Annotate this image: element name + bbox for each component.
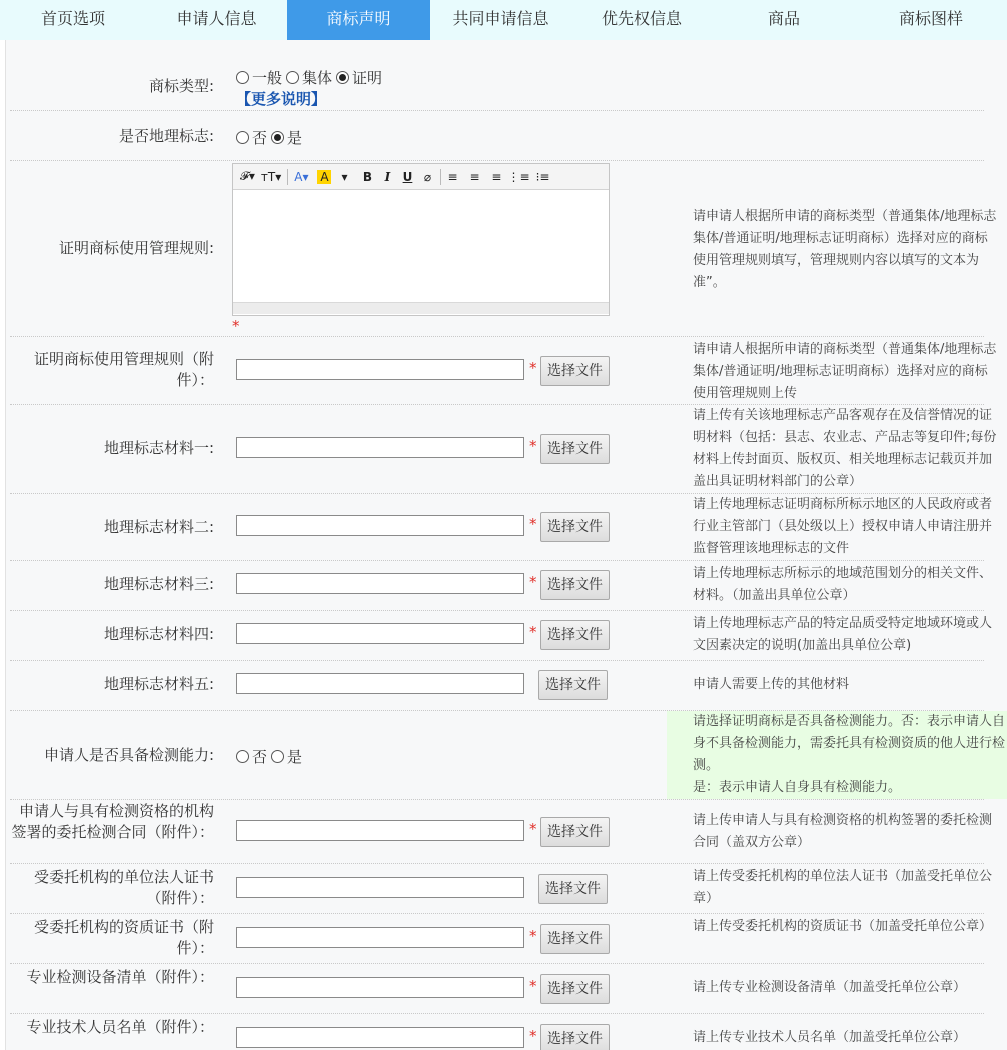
required-mark: * (529, 977, 537, 995)
choose-file-button[interactable]: 选择文件 (540, 1024, 610, 1050)
rules-required-mark: * (232, 317, 240, 335)
rules-label: 证明商标使用管理规则: (58, 239, 214, 257)
trademark-type-row (10, 40, 984, 111)
tab-trademark-statement[interactable]: 商标声明 (287, 0, 430, 40)
geo-material-5-input[interactable] (236, 673, 524, 694)
form-panel (5, 40, 1007, 1050)
staff-list-hint: 请上传专业技术人员名单（加盖受托单位公章） (693, 1030, 967, 1045)
radio-collective[interactable] (286, 71, 299, 84)
staff-list-input[interactable] (236, 1027, 524, 1048)
geo-material-3-label: 地理标志材料三: (103, 575, 214, 593)
geo-material-3-hint: 请上传地理标志所标示的地域范围划分的相关文件、材料。（加盖出具单位公章） (693, 566, 993, 603)
geo-material-5-hint: 申请人需要上传的其他材料 (693, 677, 850, 692)
required-mark: * (529, 515, 537, 533)
tab-applicant-info[interactable]: 申请人信息 (176, 9, 257, 28)
qualification-hint: 请上传受委托机构的资质证书（加盖受托单位公章） (693, 919, 993, 934)
geo-material-3-input[interactable] (236, 573, 524, 594)
rules-editor[interactable] (232, 163, 610, 316)
tab-home-options[interactable]: 首页选项 (40, 9, 105, 28)
tab-trademark-image[interactable]: 商标图样 (898, 9, 963, 28)
staff-list-label: 专业技术人员名单（附件）： (26, 1018, 214, 1036)
testing-ability-hint (667, 711, 1007, 799)
tab-co-applicant-info[interactable]: 共同申请信息 (452, 9, 549, 28)
choose-file-button[interactable]: 选择文件 (540, 817, 610, 847)
align-center-icon[interactable]: ≡ (469, 169, 480, 184)
geo-material-4-input[interactable] (236, 623, 524, 644)
trademark-type-options: 一般 集体 证明 (236, 67, 386, 88)
font-family-icon[interactable]: 𝓕▾ (240, 169, 255, 183)
font-color-icon[interactable]: A▾ (294, 169, 309, 184)
radio-certification[interactable] (336, 71, 349, 84)
testing-contract-hint: 请上传申请人与具有检测资格的机构签署的委托检测合同（盖双方公章） (693, 813, 993, 850)
legal-certificate-label: 受委托机构的单位法人证书（附件）： (33, 868, 214, 907)
unordered-list-icon[interactable]: ⁝≡ (535, 169, 550, 184)
align-right-icon[interactable]: ≡ (491, 169, 502, 184)
geo-material-4-label: 地理标志材料四: (103, 625, 214, 643)
required-mark: * (529, 573, 537, 591)
choose-file-button[interactable]: 选择文件 (540, 570, 610, 600)
rules-hint: 请申请人根据所申请的商标类型（普通集体/地理标志集体/普通证明/地理标志证明商标）选择对应的商标使用管理规则填写，管理规则内容以填写的文本为准”。 (693, 209, 997, 290)
trademark-type-label: 商标类型: (148, 77, 214, 95)
more-info-link[interactable]: 【更多说明】 (236, 90, 327, 108)
choose-file-button[interactable]: 选择文件 (540, 974, 610, 1004)
testing-ability-label: 申请人是否具备检测能力: (43, 746, 214, 764)
toolbar-divider (287, 169, 288, 185)
highlight-arrow: ▾ (341, 169, 348, 184)
equipment-list-label: 专业检测设备清单（附件）： (26, 968, 214, 986)
choose-file-button[interactable]: 选择文件 (540, 434, 610, 464)
clear-format-icon[interactable]: ⌀ (423, 169, 432, 184)
choose-file-button[interactable]: 选择文件 (538, 874, 608, 904)
ordered-list-icon[interactable]: ⋮≡ (507, 169, 530, 184)
tab-goods[interactable]: 商品 (767, 9, 800, 28)
radio-geo-yes[interactable] (271, 131, 284, 144)
bold-icon[interactable]: B (362, 169, 373, 184)
rules-attachment-label: 证明商标使用管理规则（附件）： (33, 350, 214, 389)
choose-file-button[interactable]: 选择文件 (538, 670, 608, 700)
qualification-label: 受委托机构的资质证书（附件）： (33, 918, 214, 957)
geo-material-5-label: 地理标志材料五: (103, 675, 214, 693)
geo-material-1-input[interactable] (236, 437, 524, 458)
highlight-swatch: A (317, 170, 331, 184)
required-mark: * (529, 820, 537, 838)
geo-indication-options: 否 是 (236, 127, 306, 148)
equipment-list-hint: 请上传专业检测设备清单（加盖受托单位公章） (693, 980, 967, 995)
choose-file-button[interactable]: 选择文件 (540, 620, 610, 650)
required-mark: * (529, 359, 537, 377)
geo-indication-row (10, 111, 984, 161)
geo-indication-label: 是否地理标志: (118, 127, 214, 145)
radio-testing-yes[interactable] (271, 750, 284, 763)
align-left-icon[interactable]: ≡ (447, 169, 458, 184)
testing-contract-input[interactable] (236, 820, 524, 841)
font-size-icon[interactable]: ᴛT▾ (260, 169, 282, 184)
testing-contract-label: 申请人与具有检测资格的机构签署的委托检测合同（附件）： (11, 802, 214, 841)
testing-hint-text-yes: 是：表示申请人自身具有检测能力。 (693, 780, 902, 795)
legal-certificate-hint: 请上传受委托机构的单位法人证书（加盖受托单位公章） (693, 869, 993, 906)
geo-material-2-input[interactable] (236, 515, 524, 536)
geo-material-1-label: 地理标志材料一: (103, 439, 214, 457)
equipment-list-input[interactable] (236, 977, 524, 998)
editor-footer (233, 302, 609, 314)
italic-icon[interactable]: I (384, 169, 391, 184)
choose-file-button[interactable]: 选择文件 (540, 512, 610, 542)
choose-file-button[interactable]: 选择文件 (540, 924, 610, 954)
legal-certificate-input[interactable] (236, 877, 524, 898)
radio-testing-no[interactable] (236, 750, 249, 763)
required-mark: * (529, 623, 537, 641)
editor-content-area[interactable] (233, 190, 609, 302)
toolbar-divider (440, 169, 441, 185)
underline-icon[interactable]: U (402, 169, 413, 184)
geo-material-4-hint: 请上传地理标志产品的特定品质受特定地域环境或人文因素决定的说明(加盖出具单位公章) (693, 616, 993, 653)
rules-attachment-input[interactable] (236, 359, 524, 380)
geo-material-1-hint: 请上传有关该地理标志产品客观存在及信誉情况的证明材料（包括：县志、农业志、产品志等复印件;每份材料上传封面页、版权页、相关地理标志记载页并加盖出具证明材料部门的公章） (693, 408, 997, 489)
tab-bar (0, 0, 1007, 40)
required-mark: * (529, 437, 537, 455)
geo-material-2-hint: 请上传地理标志证明商标所标示地区的人民政府或者行业主管部门（县处级以上）授权申请人申请注册并监督管理该地理标志的文件 (693, 497, 993, 556)
testing-ability-options: 否 是 (236, 746, 306, 767)
radio-geo-no[interactable] (236, 131, 249, 144)
testing-hint-text: 请选择证明商标是否具备检测能力。否：表示申请人自身不具备检测能力，需委托具有检测资质的他人进行检测。 (693, 714, 1006, 773)
required-mark: * (529, 1027, 537, 1045)
choose-file-button[interactable]: 选择文件 (540, 356, 610, 386)
required-mark: * (529, 927, 537, 945)
editor-toolbar (233, 164, 609, 190)
geo-material-2-label: 地理标志材料二: (103, 518, 214, 536)
tab-priority-info[interactable]: 优先权信息 (601, 9, 682, 28)
rules-attachment-hint: 请申请人根据所申请的商标类型（普通集体/地理标志集体/普通证明/地理标志证明商标）选择对应的商标使用管理规则上传 (693, 342, 997, 401)
highlight-icon[interactable] (314, 170, 354, 184)
radio-general[interactable] (236, 71, 249, 84)
qualification-input[interactable] (236, 927, 524, 948)
